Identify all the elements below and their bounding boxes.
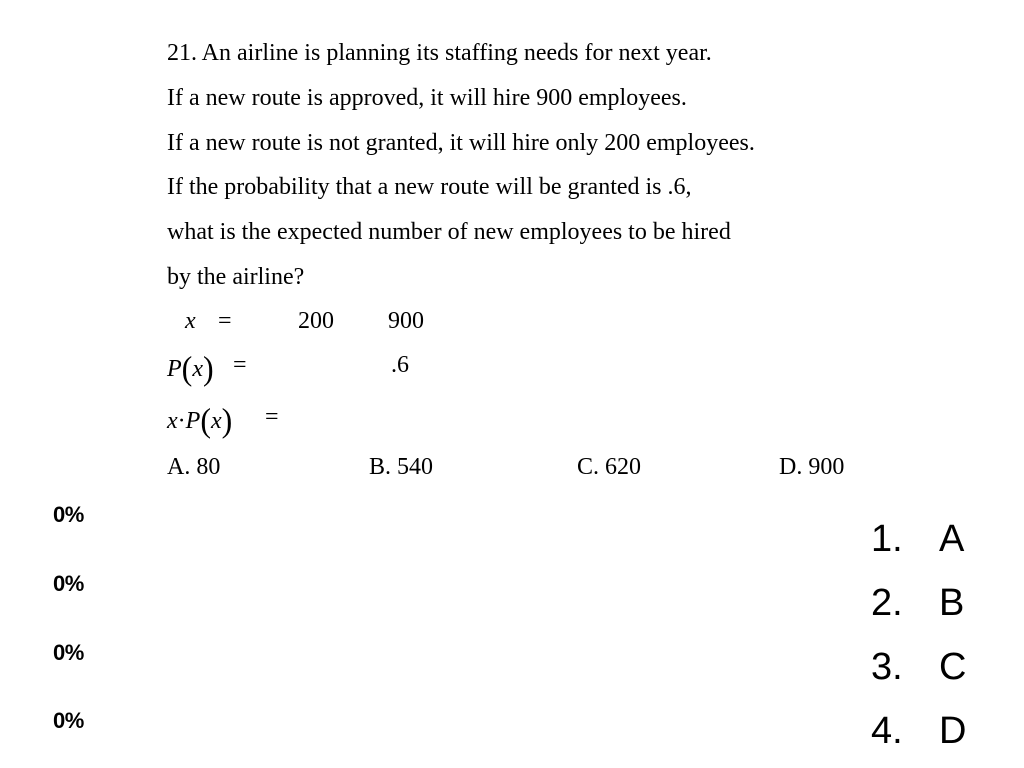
px-open-paren: ( <box>181 349 193 387</box>
x-value-1: 200 <box>298 308 334 334</box>
poll-option-number: 2. <box>871 582 903 624</box>
poll-percent-4: 0% <box>53 708 84 733</box>
px-var: x <box>192 356 203 382</box>
poll-option-a[interactable] <box>871 520 964 558</box>
poll-option-number: 1. <box>871 518 903 560</box>
xpx-close-paren: ) <box>221 401 233 439</box>
xpx-equals: = <box>265 404 279 430</box>
xpx-open-paren: ( <box>200 401 211 439</box>
px-row <box>167 349 467 388</box>
choice-b: B. 540 <box>369 454 434 480</box>
poll-option-label: A <box>939 518 965 560</box>
poll-option-label: C <box>939 646 967 688</box>
x-label: x <box>185 308 196 334</box>
question-text <box>167 37 987 306</box>
poll-percent-3: 0% <box>53 640 84 665</box>
question-line-1: 21. An airline is planning its staffing needs for next year. <box>167 40 712 66</box>
x-value-2: 900 <box>388 308 424 334</box>
px-func: P <box>167 356 182 382</box>
xpx-func: P <box>185 408 201 434</box>
choice-a: A. 80 <box>167 454 221 480</box>
xpx-x: x <box>167 408 178 434</box>
question-line-6: by the airline? <box>167 263 305 290</box>
poll-option-label: D <box>939 710 967 752</box>
px-close-paren: ) <box>202 349 214 387</box>
answer-choices <box>167 454 887 486</box>
question-line-5: what is the expected number of new employees to be hired <box>167 219 731 246</box>
x-row <box>167 308 467 340</box>
poll-option-label: B <box>939 582 965 624</box>
poll-percent-2: 0% <box>53 571 84 596</box>
question-line-3: If a new route is not granted, it will hire only 200 employees. <box>167 129 755 156</box>
poll-option-number: 4. <box>871 710 903 752</box>
poll-percent-1: 0% <box>53 502 84 527</box>
xpx-dot: · <box>177 408 186 434</box>
poll-option-d[interactable] <box>871 712 966 750</box>
question-line-4: If the probability that a new route will be granted is .6, <box>167 174 692 201</box>
x-equals: = <box>218 308 232 334</box>
xpx-label <box>167 401 233 439</box>
px-value-2: .6 <box>391 352 409 378</box>
poll-option-number: 3. <box>871 646 903 688</box>
choice-c: C. 620 <box>577 454 642 480</box>
choice-d: D. 900 <box>779 454 845 480</box>
poll-option-b[interactable] <box>871 584 964 622</box>
poll-option-c[interactable] <box>871 648 966 686</box>
xpx-var: x <box>210 408 222 434</box>
px-equals: = <box>233 352 247 378</box>
xpx-row <box>167 401 467 440</box>
px-label <box>167 349 214 387</box>
question-line-2: If a new route is approved, it will hire 900 employees. <box>167 84 687 111</box>
